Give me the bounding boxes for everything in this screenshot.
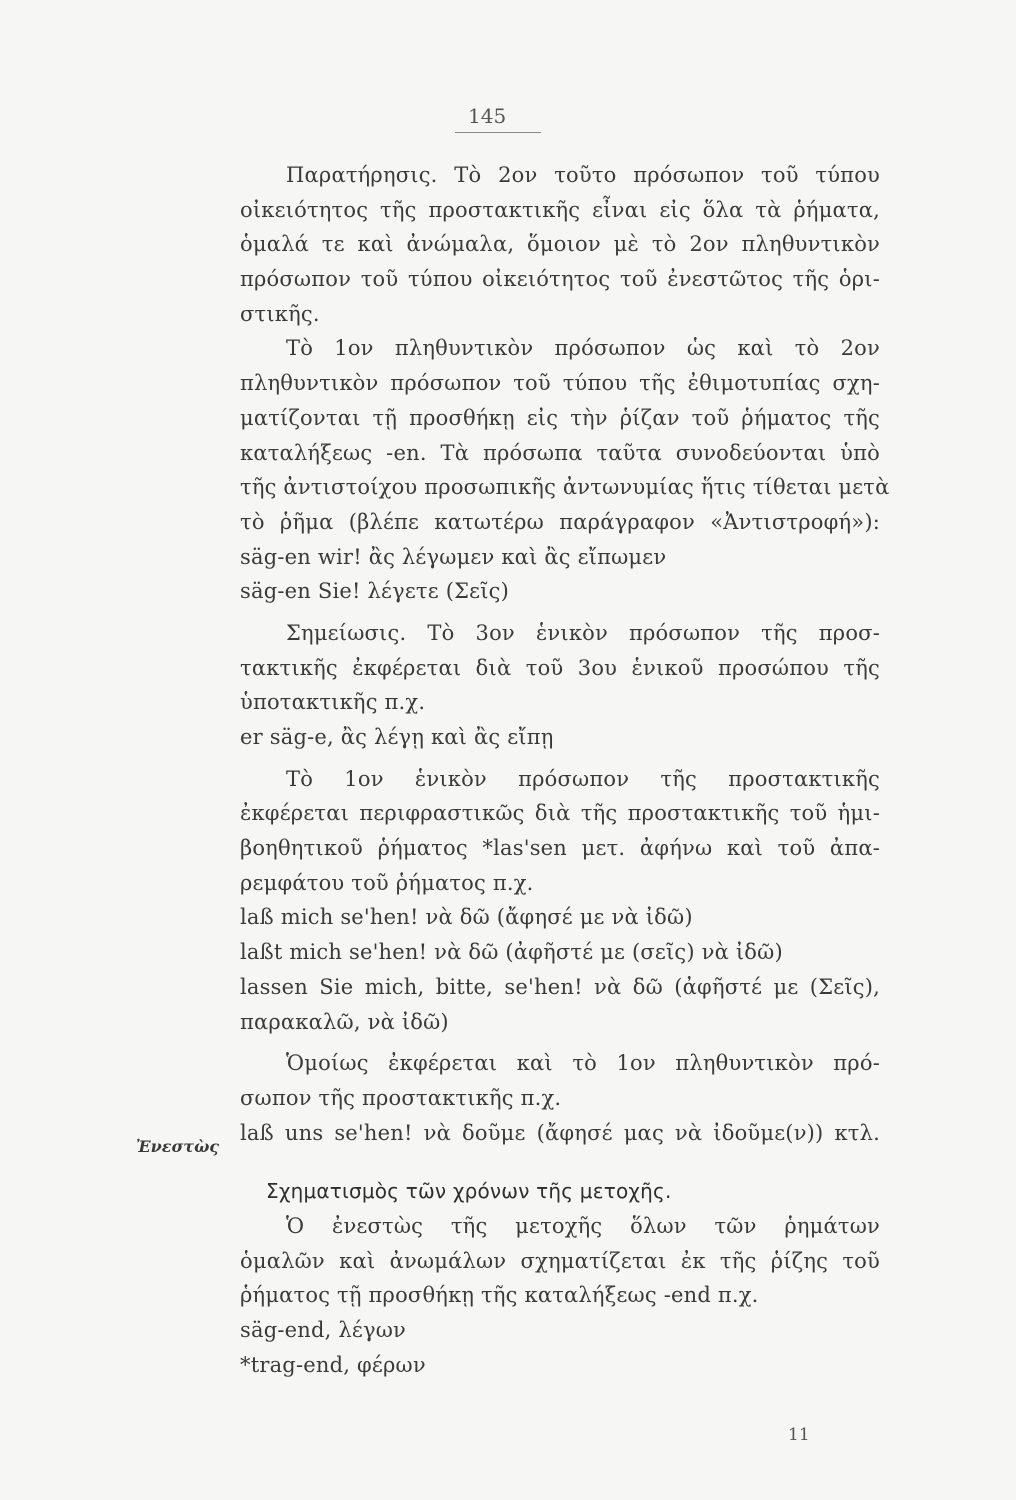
text-line: ὁμαλῶν καὶ ἀνωμάλων σχηματίζεται ἐκ τῆς ῥίζης τοῦ: [240, 1248, 880, 1273]
example-line: säg-en wir! ἂς λέγωμεν καὶ ἂς εἴπωμεν: [240, 544, 667, 569]
example-line: *trag-end, φέρων: [240, 1352, 426, 1377]
text-block: [240, 158, 890, 1382]
example-line: lassen Sie mich, bitte, se'hen! νὰ δῶ (ἀφῆστέ με (Σεῖς),: [240, 974, 880, 999]
example-line: er säg-e, ἂς λέγῃ καὶ ἂς εἴπῃ: [240, 725, 554, 749]
text-line: τὸ ῥῆμα (βλέπε κατωτέρω παράγραφον «Ἀντιστροφή»):: [240, 509, 880, 534]
text-line: οἰκειότητος τῆς προστακτικῆς εἶναι εἰς ὅλα τὰ ῥήματα,: [240, 197, 880, 222]
example-line: παρακαλῶ, νὰ ἰδῶ): [240, 1009, 449, 1034]
text-line: πληθυντικὸν πρόσωπον τοῦ τύπου τῆς ἐθιμοτυπίας σχη-: [240, 371, 880, 396]
text-line: Τὸ 1ον ἑνικὸν πρόσωπον τῆς προστακτικῆς: [286, 766, 880, 791]
text-line: ὑποτακτικῆς π.χ.: [240, 690, 426, 715]
example-line: säg-end, λέγων: [240, 1318, 407, 1342]
example-line: laß mich se'hen! νὰ δῶ (ἄφησέ με νὰ ἰδῶ): [240, 905, 693, 930]
text-line: ῥήματος τῇ προσθήκῃ τῆς καταλήξεως -end π.χ.: [240, 1283, 759, 1308]
text-line: ὁμαλά τε καὶ ἀνώμαλα, ὅμοιον μὲ τὸ 2ον πληθυντικὸν: [240, 232, 880, 257]
text-line: πρόσωπον τοῦ τύπου οἰκειότητος τοῦ ἐνεστῶτος τῆς ὁρι-: [240, 267, 880, 292]
page-number-rule: [455, 132, 541, 133]
text-line: Τὸ 1ον πληθυντικὸν πρόσωπον ὡς καὶ τὸ 2ον: [286, 336, 880, 361]
page-number: 145: [468, 104, 507, 128]
text-line: Παρατήρησις. Τὸ 2ον τοῦτο πρόσωπον τοῦ τύπου: [286, 163, 880, 187]
section-heading: Σχηματισμὸς τῶν χρόνων τῆς μετοχῆς.: [266, 1179, 672, 1204]
text-line: στικῆς.: [240, 301, 320, 326]
text-line: Ὁ ἐνεστὼς τῆς μετοχῆς ὅλων τῶν ῥημάτων: [286, 1213, 880, 1238]
example-line: laß uns se'hen! νὰ δοῦμε (ἄφησέ μας νὰ ἰδοῦμε(ν)) κτλ.: [240, 1120, 880, 1145]
text-line: Σημείωσις. Τὸ 3ον ἑνικὸν πρόσωπον τῆς προσ-: [286, 620, 880, 645]
text-line: ρεμφάτου τοῦ ῥήματος π.χ.: [240, 870, 534, 895]
text-line: ματίζονται τῇ προσθήκῃ εἰς τὴν ῥίζαν τοῦ ῥήματος τῆς: [240, 405, 880, 430]
text-line: ἐκφέρεται περιφραστικῶς διὰ τῆς προστακτικῆς τοῦ ἡμι-: [240, 801, 880, 826]
margin-note: Ἐνεστὼς: [136, 1137, 220, 1156]
text-line: τῆς ἀντιστοίχου προσωπικῆς ἀντωνυμίας ἥτις τίθεται μετὰ: [240, 475, 890, 500]
signature-mark: 11: [788, 1425, 810, 1445]
text-line: σωπον τῆς προστακτικῆς π.χ.: [240, 1085, 562, 1110]
example-line: laßt mich se'hen! νὰ δῶ (ἀφῆστέ με (σεῖς) νὰ ἰδῶ): [240, 940, 783, 965]
example-line: säg-en Sie! λέγετε (Σεῖς): [240, 579, 510, 604]
text-line: καταλήξεως -en. Τὰ πρόσωπα ταῦτα συνοδεύονται ὑπὸ: [240, 440, 880, 465]
text-line: Ὁμοίως ἐκφέρεται καὶ τὸ 1ον πληθυντικὸν πρό-: [286, 1051, 880, 1076]
text-line: βοηθητικοῦ ῥήματος *las'sen μετ. ἀφήνω καὶ τοῦ ἀπα-: [240, 836, 880, 861]
text-line: τακτικῆς ἐκφέρεται διὰ τοῦ 3ου ἑνικοῦ προσώπου τῆς: [240, 655, 880, 680]
